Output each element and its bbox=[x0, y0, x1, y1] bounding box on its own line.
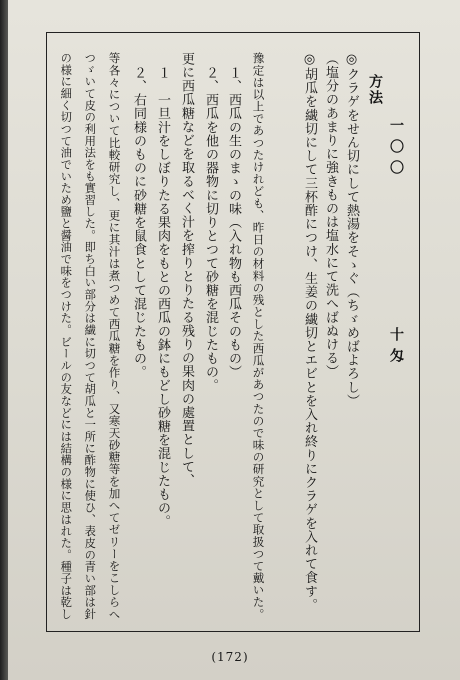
body-line-3: ２、西瓜を他の器物に切りとつて砂糖を混じたもの。 bbox=[203, 66, 218, 393]
page-binding-shadow bbox=[0, 0, 8, 680]
recipe-name: 十匁 bbox=[388, 327, 404, 369]
body-line-2: １、西瓜の生のまゝの味（入れ物も西瓜そのもの） bbox=[226, 66, 241, 379]
method-heading: 方法 bbox=[367, 74, 383, 106]
method-line-1: ◎クラゲをせん切にして熱湯をそゝぐ（ちゞめばよろし） bbox=[344, 52, 359, 408]
recipe-title bbox=[389, 118, 403, 369]
page-number: (172) bbox=[211, 650, 249, 664]
method-line-2: （塩分のあまりに強きものは塩水にて洗へばぬける） bbox=[323, 52, 338, 379]
body-line-8: つゞいて皮の利用法をも實習した。即ち白い部分は繊に切つて胡瓜と一所に酢物に使ひ、表皮の青い部は針 bbox=[83, 52, 97, 620]
body-line-5: １ 一旦汁をしぼりたる果肉をもとの西瓜の鉢にもどし砂糖を混じたもの。 bbox=[155, 66, 170, 529]
body-line-1: 豫定は以上であつたけれども、昨日の材料の残とした西瓜があつたので味の研究として取扱つて戴いた。 bbox=[251, 52, 266, 621]
body-line-6: ２、右同様のものに砂糖を鼠食として混じたもの。 bbox=[131, 66, 146, 379]
body-line-9: の様に細く切つて油でいため鹽と醤油で味をつけた。ビールの友などには結構の様に思はれた。種子は乾し bbox=[59, 52, 73, 620]
method-line-3: ◎胡瓜を繊切にして三杯酢につけ、生姜の繊切とエビとを入れ終りにクラゲを入れて食す。 bbox=[302, 52, 317, 612]
body-line-4: 更に西瓜糖などを取るべく汁を搾りとりたる残りの果肉の處置として、 bbox=[179, 52, 194, 488]
body-line-7: 等各々について比較研究し、更に其汁は煮つめて西瓜糖を作り、又寒天砂糖等を加へてゼリーをこしらへ bbox=[107, 52, 122, 621]
recipe-number: 一〇〇 bbox=[388, 118, 404, 181]
